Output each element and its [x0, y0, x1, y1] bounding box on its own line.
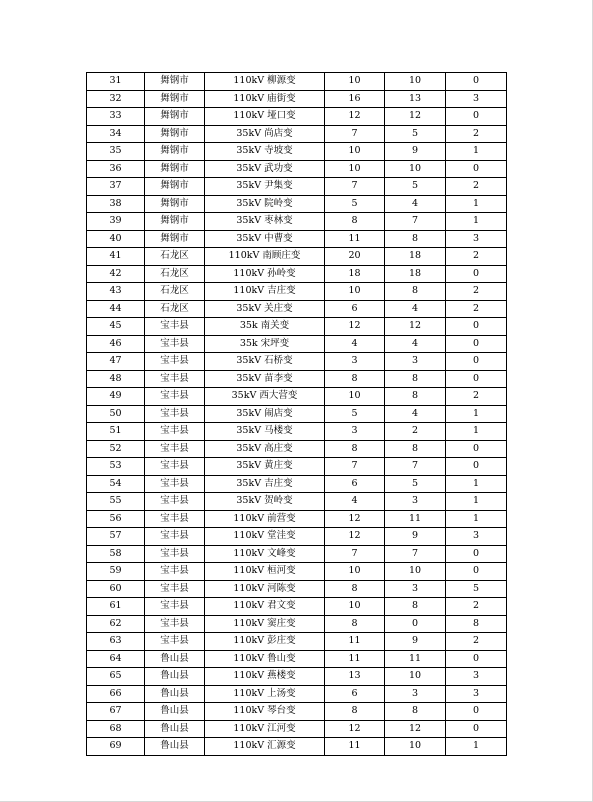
cell-row-number: 61 [87, 598, 145, 616]
cell-district: 石龙区 [145, 265, 205, 283]
cell-district: 石龙区 [145, 300, 205, 318]
cell-district: 宝丰县 [145, 580, 205, 598]
cell-col-a: 5 [325, 405, 385, 423]
cell-col-c: 0 [446, 563, 507, 581]
cell-row-number: 38 [87, 195, 145, 213]
cell-row-number: 41 [87, 248, 145, 266]
cell-substation-name: 35kV 高庄变 [205, 440, 325, 458]
table-row [87, 405, 507, 423]
table-row [87, 160, 507, 178]
table-row [87, 493, 507, 511]
cell-col-c: 2 [446, 300, 507, 318]
cell-col-c: 1 [446, 195, 507, 213]
cell-col-a: 8 [325, 615, 385, 633]
table-row [87, 633, 507, 651]
cell-row-number: 69 [87, 738, 145, 756]
table-row [87, 230, 507, 248]
cell-substation-name: 110kV 君文变 [205, 598, 325, 616]
cell-col-a: 11 [325, 650, 385, 668]
cell-col-b: 3 [385, 580, 446, 598]
cell-col-a: 12 [325, 108, 385, 126]
cell-substation-name: 35kV 寺坡变 [205, 143, 325, 161]
cell-col-b: 10 [385, 160, 446, 178]
cell-col-c: 1 [446, 405, 507, 423]
cell-row-number: 56 [87, 510, 145, 528]
cell-col-c: 2 [446, 248, 507, 266]
cell-col-a: 6 [325, 300, 385, 318]
cell-row-number: 45 [87, 318, 145, 336]
cell-col-b: 5 [385, 125, 446, 143]
cell-col-b: 10 [385, 73, 446, 91]
cell-col-c: 3 [446, 90, 507, 108]
cell-col-a: 7 [325, 178, 385, 196]
cell-row-number: 60 [87, 580, 145, 598]
cell-col-b: 10 [385, 563, 446, 581]
cell-col-b: 12 [385, 108, 446, 126]
table-row [87, 563, 507, 581]
cell-row-number: 67 [87, 703, 145, 721]
table-row [87, 353, 507, 371]
cell-district: 鲁山县 [145, 738, 205, 756]
cell-substation-name: 35kV 尹集变 [205, 178, 325, 196]
cell-col-b: 10 [385, 738, 446, 756]
table-row [87, 248, 507, 266]
cell-col-c: 2 [446, 388, 507, 406]
table-row [87, 125, 507, 143]
cell-col-a: 18 [325, 265, 385, 283]
cell-substation-name: 35kV 苗李变 [205, 370, 325, 388]
cell-row-number: 63 [87, 633, 145, 651]
cell-col-b: 13 [385, 90, 446, 108]
cell-col-b: 8 [385, 230, 446, 248]
cell-substation-name: 110kV 燕楼变 [205, 668, 325, 686]
table-row [87, 598, 507, 616]
cell-substation-name: 35k 南关变 [205, 318, 325, 336]
cell-substation-name: 35kV 马楼变 [205, 423, 325, 441]
cell-col-b: 4 [385, 195, 446, 213]
cell-col-c: 0 [446, 108, 507, 126]
cell-row-number: 55 [87, 493, 145, 511]
cell-col-c: 2 [446, 283, 507, 301]
cell-col-b: 5 [385, 475, 446, 493]
table-row [87, 475, 507, 493]
cell-district: 舞钢市 [145, 213, 205, 231]
cell-district: 宝丰县 [145, 615, 205, 633]
cell-district: 舞钢市 [145, 108, 205, 126]
cell-col-b: 2 [385, 423, 446, 441]
cell-col-a: 13 [325, 668, 385, 686]
cell-col-c: 0 [446, 318, 507, 336]
table-row [87, 528, 507, 546]
cell-col-c: 3 [446, 668, 507, 686]
cell-row-number: 50 [87, 405, 145, 423]
cell-row-number: 42 [87, 265, 145, 283]
cell-col-c: 0 [446, 650, 507, 668]
cell-district: 舞钢市 [145, 178, 205, 196]
cell-substation-name: 110kV 堂洼变 [205, 528, 325, 546]
cell-col-c: 1 [446, 143, 507, 161]
table-row [87, 423, 507, 441]
table-row [87, 545, 507, 563]
cell-col-c: 8 [446, 615, 507, 633]
cell-col-c: 1 [446, 738, 507, 756]
cell-col-b: 4 [385, 300, 446, 318]
cell-col-b: 8 [385, 388, 446, 406]
cell-substation-name: 110kV 鲁山变 [205, 650, 325, 668]
cell-substation-name: 110kV 琴台变 [205, 703, 325, 721]
cell-district: 舞钢市 [145, 160, 205, 178]
cell-col-c: 5 [446, 580, 507, 598]
table-body [87, 73, 507, 756]
cell-district: 舞钢市 [145, 125, 205, 143]
cell-col-c: 3 [446, 230, 507, 248]
cell-col-c: 0 [446, 353, 507, 371]
cell-col-c: 2 [446, 598, 507, 616]
cell-col-a: 10 [325, 598, 385, 616]
cell-district: 舞钢市 [145, 195, 205, 213]
cell-district: 宝丰县 [145, 458, 205, 476]
table-row [87, 650, 507, 668]
cell-col-b: 11 [385, 510, 446, 528]
table-row [87, 580, 507, 598]
cell-col-c: 0 [446, 440, 507, 458]
cell-col-c: 2 [446, 178, 507, 196]
cell-district: 宝丰县 [145, 545, 205, 563]
cell-col-a: 8 [325, 213, 385, 231]
cell-district: 鲁山县 [145, 668, 205, 686]
cell-col-b: 12 [385, 720, 446, 738]
substation-table [86, 72, 507, 756]
cell-col-a: 12 [325, 318, 385, 336]
cell-col-b: 7 [385, 458, 446, 476]
cell-col-a: 8 [325, 703, 385, 721]
cell-col-a: 3 [325, 423, 385, 441]
table-row [87, 720, 507, 738]
cell-col-b: 12 [385, 318, 446, 336]
cell-col-b: 9 [385, 528, 446, 546]
table-row [87, 143, 507, 161]
cell-col-c: 0 [446, 703, 507, 721]
cell-district: 舞钢市 [145, 143, 205, 161]
cell-substation-name: 35kV 石桥变 [205, 353, 325, 371]
cell-row-number: 32 [87, 90, 145, 108]
cell-row-number: 31 [87, 73, 145, 91]
cell-district: 鲁山县 [145, 650, 205, 668]
cell-col-b: 3 [385, 685, 446, 703]
cell-substation-name: 110kV 文峰变 [205, 545, 325, 563]
cell-district: 宝丰县 [145, 493, 205, 511]
table-row [87, 195, 507, 213]
cell-col-c: 3 [446, 528, 507, 546]
table-row [87, 703, 507, 721]
cell-district: 宝丰县 [145, 440, 205, 458]
cell-district: 舞钢市 [145, 73, 205, 91]
cell-col-b: 9 [385, 143, 446, 161]
cell-col-b: 0 [385, 615, 446, 633]
cell-col-c: 2 [446, 125, 507, 143]
cell-row-number: 57 [87, 528, 145, 546]
cell-col-a: 4 [325, 493, 385, 511]
cell-row-number: 33 [87, 108, 145, 126]
cell-row-number: 53 [87, 458, 145, 476]
cell-col-a: 16 [325, 90, 385, 108]
cell-row-number: 44 [87, 300, 145, 318]
cell-district: 宝丰县 [145, 405, 205, 423]
cell-substation-name: 35k 宋坪变 [205, 335, 325, 353]
cell-col-b: 11 [385, 650, 446, 668]
cell-col-a: 11 [325, 738, 385, 756]
cell-col-c: 0 [446, 160, 507, 178]
cell-substation-name: 110kV 桓河变 [205, 563, 325, 581]
cell-substation-name: 110kV 彭庄变 [205, 633, 325, 651]
cell-col-c: 2 [446, 633, 507, 651]
cell-row-number: 40 [87, 230, 145, 248]
cell-col-a: 10 [325, 143, 385, 161]
cell-col-c: 1 [446, 493, 507, 511]
cell-district: 舞钢市 [145, 230, 205, 248]
table-row [87, 440, 507, 458]
cell-col-b: 8 [385, 283, 446, 301]
cell-substation-name: 35kV 黄庄变 [205, 458, 325, 476]
cell-row-number: 66 [87, 685, 145, 703]
cell-substation-name: 110kV 柳源变 [205, 73, 325, 91]
cell-substation-name: 35kV 院岭变 [205, 195, 325, 213]
cell-col-a: 3 [325, 353, 385, 371]
cell-district: 宝丰县 [145, 353, 205, 371]
table-row [87, 265, 507, 283]
cell-substation-name: 110kV 上汤变 [205, 685, 325, 703]
cell-substation-name: 35kV 中曹变 [205, 230, 325, 248]
cell-col-c: 1 [446, 423, 507, 441]
cell-row-number: 65 [87, 668, 145, 686]
cell-col-b: 8 [385, 440, 446, 458]
cell-col-b: 4 [385, 405, 446, 423]
cell-row-number: 64 [87, 650, 145, 668]
cell-district: 宝丰县 [145, 370, 205, 388]
cell-substation-name: 110kV 垭口变 [205, 108, 325, 126]
cell-row-number: 54 [87, 475, 145, 493]
cell-col-b: 10 [385, 668, 446, 686]
cell-row-number: 68 [87, 720, 145, 738]
cell-row-number: 39 [87, 213, 145, 231]
cell-district: 鲁山县 [145, 703, 205, 721]
cell-col-a: 10 [325, 283, 385, 301]
cell-row-number: 59 [87, 563, 145, 581]
cell-substation-name: 110kV 河陈变 [205, 580, 325, 598]
cell-substation-name: 110kV 江河变 [205, 720, 325, 738]
cell-col-a: 12 [325, 510, 385, 528]
cell-row-number: 49 [87, 388, 145, 406]
cell-col-b: 9 [385, 633, 446, 651]
table-row [87, 685, 507, 703]
cell-substation-name: 110kV 南顾庄变 [205, 248, 325, 266]
cell-district: 鲁山县 [145, 720, 205, 738]
cell-col-c: 1 [446, 213, 507, 231]
cell-substation-name: 110kV 前营变 [205, 510, 325, 528]
cell-col-b: 7 [385, 213, 446, 231]
table-row [87, 388, 507, 406]
cell-col-c: 1 [446, 510, 507, 528]
cell-substation-name: 110kV 吉庄变 [205, 283, 325, 301]
cell-substation-name: 35kV 西大营变 [205, 388, 325, 406]
cell-col-a: 6 [325, 685, 385, 703]
cell-col-a: 11 [325, 633, 385, 651]
cell-col-a: 20 [325, 248, 385, 266]
table-row [87, 73, 507, 91]
cell-col-b: 7 [385, 545, 446, 563]
cell-row-number: 48 [87, 370, 145, 388]
cell-substation-name: 110kV 孙岭变 [205, 265, 325, 283]
cell-district: 宝丰县 [145, 598, 205, 616]
cell-col-c: 0 [446, 265, 507, 283]
cell-col-c: 3 [446, 685, 507, 703]
cell-col-a: 10 [325, 73, 385, 91]
cell-col-a: 11 [325, 230, 385, 248]
cell-col-b: 8 [385, 370, 446, 388]
cell-district: 鲁山县 [145, 685, 205, 703]
table-row [87, 738, 507, 756]
table-row [87, 510, 507, 528]
cell-district: 石龙区 [145, 283, 205, 301]
cell-substation-name: 35kV 武功变 [205, 160, 325, 178]
cell-row-number: 36 [87, 160, 145, 178]
cell-row-number: 52 [87, 440, 145, 458]
table-row [87, 615, 507, 633]
cell-col-c: 1 [446, 475, 507, 493]
cell-district: 宝丰县 [145, 318, 205, 336]
cell-col-b: 5 [385, 178, 446, 196]
cell-col-b: 8 [385, 703, 446, 721]
cell-col-a: 7 [325, 545, 385, 563]
cell-district: 舞钢市 [145, 90, 205, 108]
cell-col-a: 5 [325, 195, 385, 213]
cell-col-a: 10 [325, 563, 385, 581]
cell-col-c: 0 [446, 335, 507, 353]
cell-substation-name: 35kV 吉庄变 [205, 475, 325, 493]
cell-substation-name: 110kV 汇源变 [205, 738, 325, 756]
cell-col-c: 0 [446, 720, 507, 738]
table-row [87, 458, 507, 476]
cell-col-a: 10 [325, 388, 385, 406]
table-row [87, 668, 507, 686]
cell-district: 宝丰县 [145, 335, 205, 353]
table-row [87, 90, 507, 108]
cell-district: 宝丰县 [145, 563, 205, 581]
cell-district: 宝丰县 [145, 510, 205, 528]
cell-col-a: 10 [325, 160, 385, 178]
cell-col-c: 0 [446, 545, 507, 563]
cell-substation-name: 35kV 枣林变 [205, 213, 325, 231]
cell-row-number: 35 [87, 143, 145, 161]
table-row [87, 178, 507, 196]
cell-row-number: 46 [87, 335, 145, 353]
cell-col-a: 12 [325, 528, 385, 546]
table-row [87, 318, 507, 336]
cell-row-number: 43 [87, 283, 145, 301]
cell-col-b: 4 [385, 335, 446, 353]
table-row [87, 335, 507, 353]
cell-col-a: 8 [325, 440, 385, 458]
cell-row-number: 62 [87, 615, 145, 633]
cell-col-b: 18 [385, 248, 446, 266]
cell-district: 宝丰县 [145, 633, 205, 651]
cell-district: 宝丰县 [145, 475, 205, 493]
cell-col-b: 8 [385, 598, 446, 616]
cell-col-c: 0 [446, 73, 507, 91]
cell-district: 宝丰县 [145, 423, 205, 441]
cell-substation-name: 35kV 关庄变 [205, 300, 325, 318]
cell-district: 宝丰县 [145, 528, 205, 546]
cell-substation-name: 110kV 窦庄变 [205, 615, 325, 633]
cell-col-c: 0 [446, 458, 507, 476]
cell-col-b: 18 [385, 265, 446, 283]
cell-row-number: 47 [87, 353, 145, 371]
cell-row-number: 58 [87, 545, 145, 563]
cell-col-a: 8 [325, 580, 385, 598]
cell-district: 宝丰县 [145, 388, 205, 406]
cell-row-number: 34 [87, 125, 145, 143]
table-row [87, 213, 507, 231]
table-row [87, 108, 507, 126]
cell-col-a: 4 [325, 335, 385, 353]
cell-col-a: 7 [325, 458, 385, 476]
cell-substation-name: 35kV 闹店变 [205, 405, 325, 423]
table-row [87, 300, 507, 318]
cell-col-a: 7 [325, 125, 385, 143]
cell-substation-name: 35kV 贺岭变 [205, 493, 325, 511]
table-row [87, 283, 507, 301]
cell-substation-name: 35kV 尚店变 [205, 125, 325, 143]
cell-col-a: 8 [325, 370, 385, 388]
table-row [87, 370, 507, 388]
cell-col-c: 0 [446, 370, 507, 388]
cell-substation-name: 110kV 庙街变 [205, 90, 325, 108]
cell-col-b: 3 [385, 493, 446, 511]
cell-col-a: 12 [325, 720, 385, 738]
cell-row-number: 51 [87, 423, 145, 441]
cell-row-number: 37 [87, 178, 145, 196]
cell-col-a: 6 [325, 475, 385, 493]
cell-district: 石龙区 [145, 248, 205, 266]
cell-col-b: 3 [385, 353, 446, 371]
